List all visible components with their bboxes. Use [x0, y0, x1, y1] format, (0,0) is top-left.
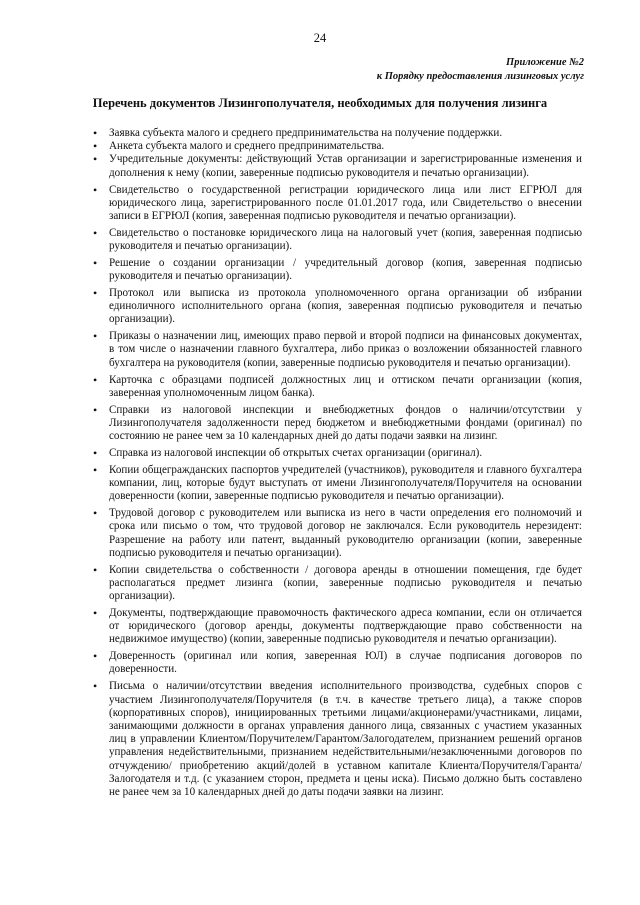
list-item: • Свидетельство о постановке юридического лица на налоговый учет (копия, заверенная подписью руководителя и печатью организации).: [109, 227, 582, 253]
appendix-reference: к Порядку предоставления лизинговых услуг: [376, 71, 584, 82]
list-item: • Свидетельство о государственной регистрации юридического лица или лист ЕГРЮЛ для юридического лица, зарегистрированного после 01.01.2017 года, или Свидетельство о внесении записи в ЕГРЮЛ (копия, заверенная подписью руководителя и печатью организации).: [109, 184, 582, 224]
list-item: • Заявка субъекта малого и среднего предпринимательства на получение поддержки.: [109, 127, 582, 140]
list-item: • Доверенность (оригинал или копия, заверенная ЮЛ) в случае подписания договоров по доверенности.: [109, 650, 582, 676]
appendix-header: [254, 56, 584, 84]
required-documents-list: [109, 127, 582, 803]
list-item: • Копии свидетельства о собственности / договора аренды в отношении помещения, где будет располагаться предмет лизинга (копии, заверенные подписью руководителя и печатью организации).: [109, 564, 582, 604]
list-item: • Приказы о назначении лиц, имеющих право первой и второй подписи на финансовых документах, в том числе о назначении главного бухгалтера, либо приказ о возложении обязанностей главного бухгалтера на руководителя (копии, заверенные подписью руководителя и печатью организации).: [109, 330, 582, 370]
list-item: • Карточка с образцами подписей должностных лиц и оттиском печати организации (копия, заверенная уполномоченным лицом банка).: [109, 374, 582, 400]
list-item: • Решение о создании организации / учредительный договор (копия, заверенная подписью руководителя и печатью организации).: [109, 257, 582, 283]
page-number: 24: [313, 31, 327, 45]
list-item: • Анкета субъекта малого и среднего предпринимательства.: [109, 140, 582, 153]
list-item: • Копии общегражданских паспортов учредителей (участников), руководителя и главного бухгалтера компании, лиц, которые будут выступать от имени Лизингополучателя/Поручителя на основании доверенности (копии, заверенные подписью руководителя и печатью организации).: [109, 464, 582, 504]
list-item: • Протокол или выписка из протокола уполномоченного органа организации об избрании единоличного исполнительного органа (копия, заверенная подписью руководителя и печатью организации).: [109, 287, 582, 327]
list-item: • Письма о наличии/отсутствии введения исполнительного производства, судебных споров с участием Лизингополучателя/Поручителя (в т.ч. в качестве третьего лица), а также споров (корпоративных споров), инициированных третьими лицами/акционерами/участниками, лицами, занимающими должности в органах управления данного лица, связанных с участием указанных лиц в управлении Клиентом/Поручителем/Гарантом/Залогодателем, признанием решений органов управления недействительными, признанием недействительными/незаключенными договоров по отчуждению/ приобретению акций/долей в уставном капитале Клиента/Поручителя/Гаранта/Залогодателя и т.д. (с указанием сторон, предмета и цены иска). Письмо должно быть составлено не ранее чем за 10 календарных дней до даты подачи заявки на лизинг.: [109, 680, 582, 799]
list-item: • Учредительные документы: действующий Устав организации и зарегистрированные изменения и дополнения к нему (копии, заверенные подписью руководителя и печатью организации).: [109, 153, 582, 179]
list-item: • Справка из налоговой инспекции об открытых счетах организации (оригинал).: [109, 447, 582, 460]
list-item: • Справки из налоговой инспекции и внебюджетных фондов о наличии/отсутствии у Лизингополучателя задолженности перед бюджетом и внебюджетными фондами (оригинал) по состоянию не ранее чем за 10 календарных дней до даты подачи заявки на лизинг.: [109, 404, 582, 444]
document-title: Перечень документов Лизингополучателя, необходимых для получения лизинга: [92, 96, 548, 110]
list-item: • Трудовой договор с руководителем или выписка из него в части определения его полномочий и срока или письмо о том, что трудовой договор не заключался. Если руководитель нерезидент: Разрешение на работу или патент, выданный руководителю организации (копии, заверенные подписью руководителя и печатью организации).: [109, 507, 582, 560]
appendix-number: Приложение №2: [506, 57, 584, 68]
list-item: • Документы, подтверждающие правомочность фактического адреса компании, если он отличается от юридического (договор аренды, документы подтверждающие право собственности на недвижимое имущество) (копии, заверенные подписью руководителя и печатью организации).: [109, 607, 582, 647]
